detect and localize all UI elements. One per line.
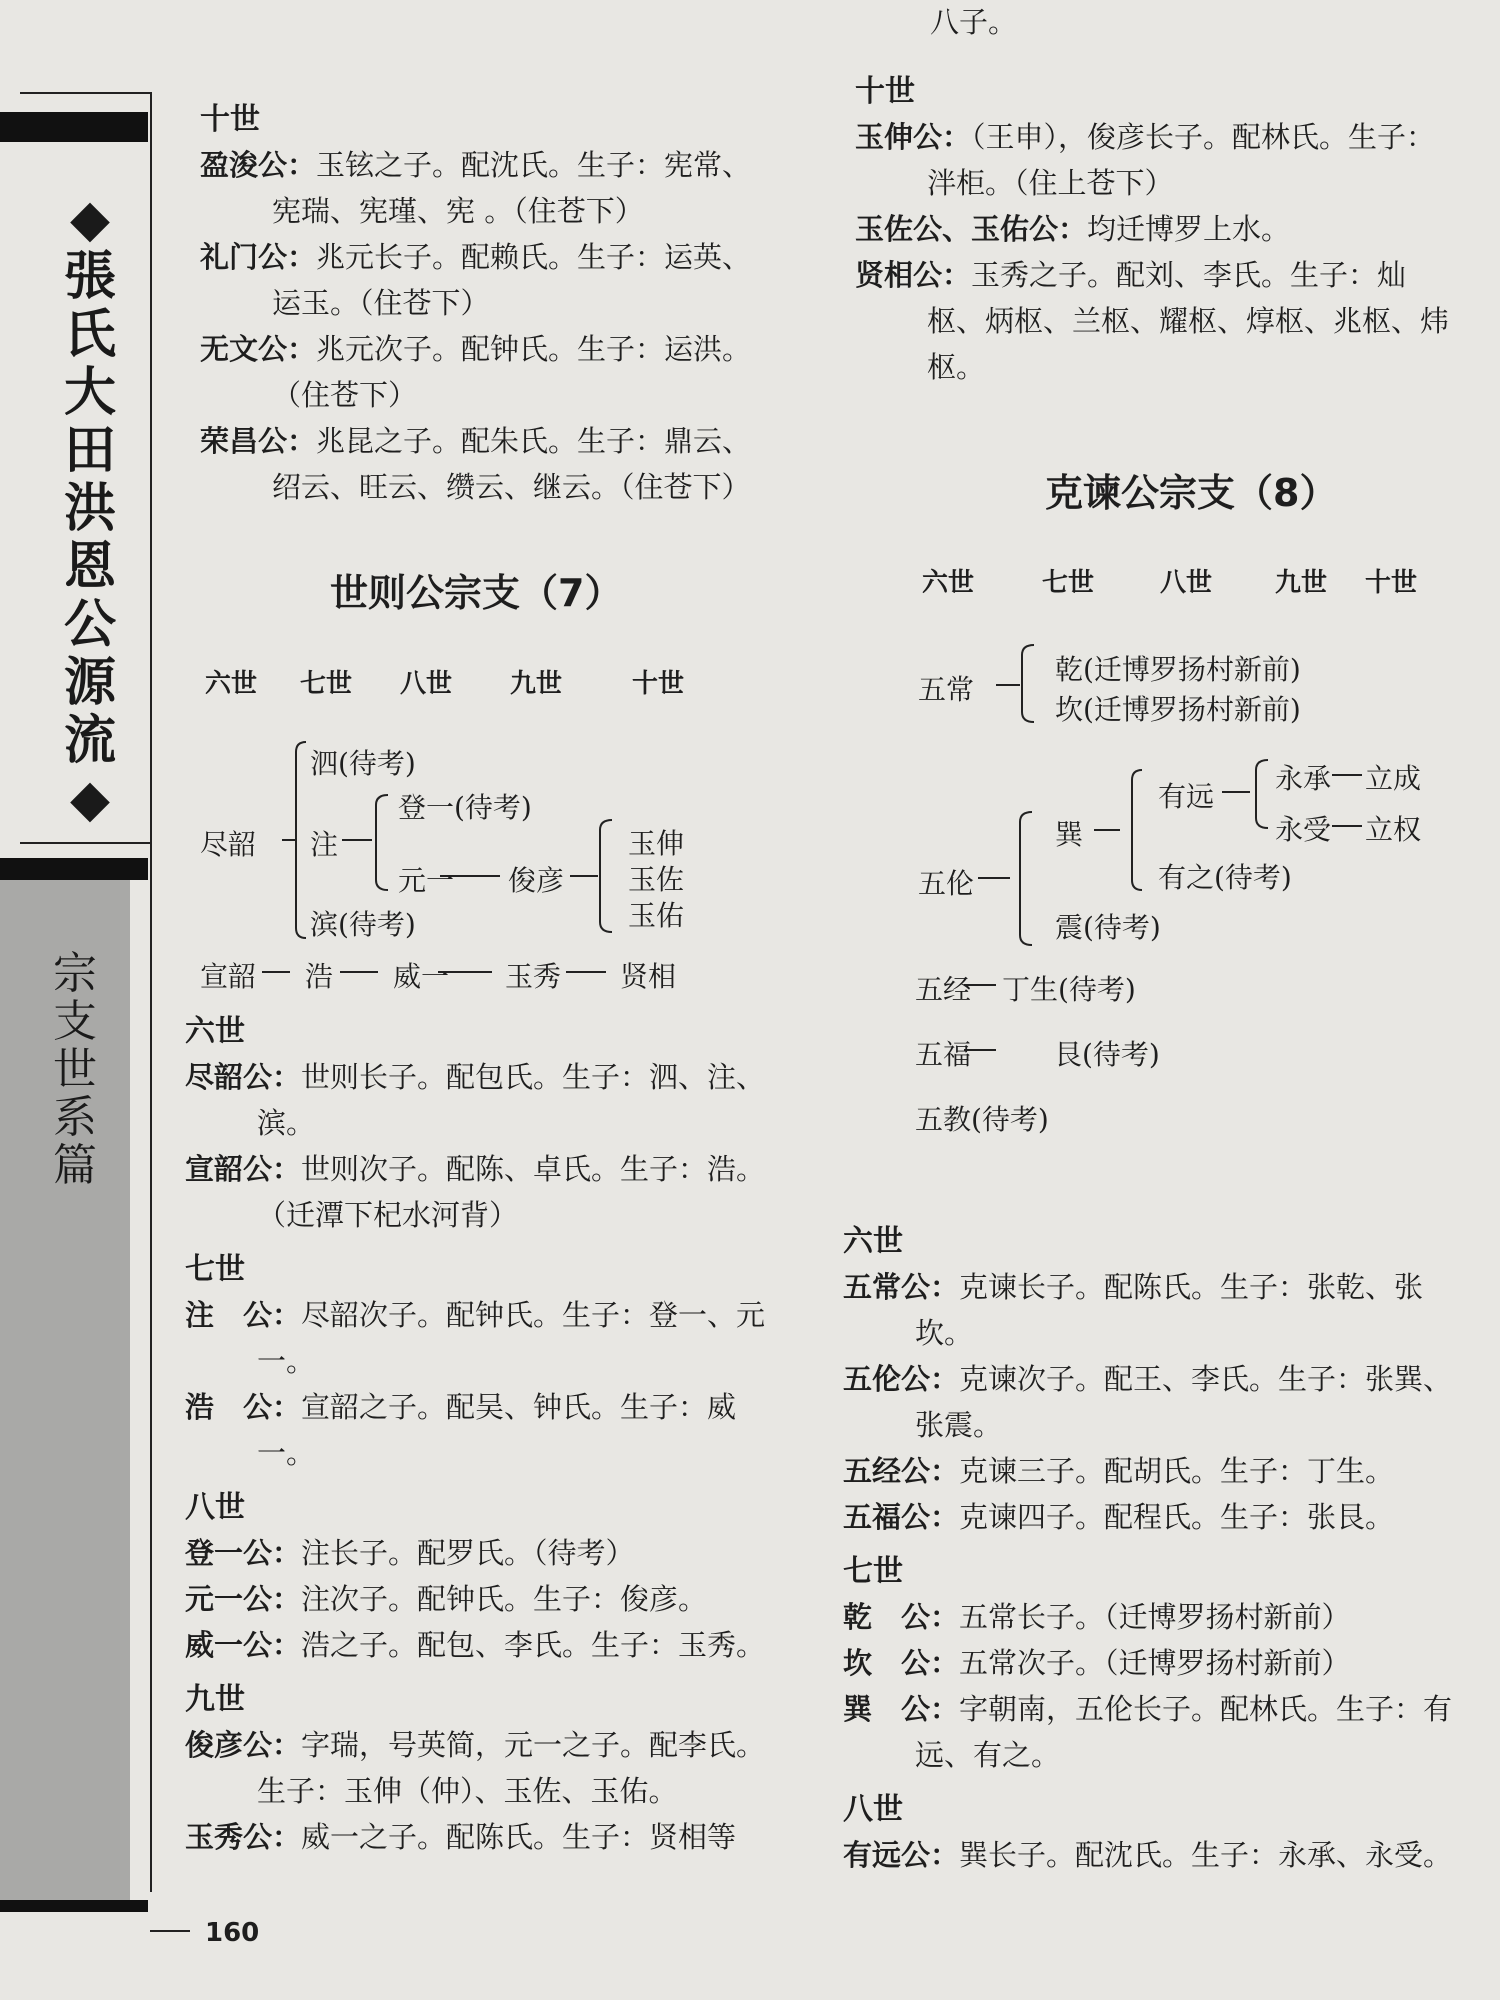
node: 尽韶 (200, 828, 257, 861)
generation-heading: 十世 (200, 102, 260, 137)
gen-label: 八世 (400, 669, 453, 699)
node: 注 (310, 828, 339, 861)
person-entry: 元一公：注次子。配钟氏。生子：俊彦。 (185, 1582, 708, 1616)
generation-heading: 十世 (855, 74, 915, 109)
node: 五福 (915, 1038, 972, 1071)
person-entry: 玉佐公、玉佑公：均迁博罗上水。 (855, 212, 1291, 246)
chapter-title-vertical: 宗 支 世 系 篇 (53, 948, 97, 1191)
right-lower-block (843, 1210, 1453, 1878)
generation-heading: 八世 (185, 1490, 245, 1525)
node: 震(待考) (1055, 911, 1161, 944)
person-entry: 浩 公：宣韶之子。配吴、钟氏。生子：威一。 (185, 1390, 737, 1470)
section-title: 克谏公宗支（8） (1045, 471, 1338, 515)
bottom-left-bar (0, 1900, 148, 1912)
person-entry: 宣韶公：世则次子。配陈、卓氏。生子：浩。（迁潭下杞水河背） (185, 1152, 766, 1232)
node: 五常 (918, 673, 975, 706)
node: 浩 (305, 960, 334, 993)
book-title-vertical: ◆ 張 氏 大 田 洪 恩 公 源 流 ◆ (63, 189, 116, 829)
generation-heading: 八世 (843, 1792, 903, 1827)
gen-label: 七世 (300, 669, 353, 699)
person-entry: 玉伸公：（王申），俊彦长子。配林氏。生子：泮柜。（住上苍下） (855, 120, 1436, 200)
person-entry: 盈浚公：玉铉之子。配沈氏。生子：宪常、宪瑞、宪瑾、宪 。（住苍下） (200, 148, 752, 228)
generation-heading: 七世 (185, 1252, 245, 1287)
person-entry: 玉秀公：威一之子。配陈氏。生子：贤相等 (185, 1820, 737, 1854)
person-entry: 贤相公：玉秀之子。配刘、李氏。生子：灿枢、炳枢、兰枢、耀枢、焞枢、兆枢、炜枢。 (855, 258, 1450, 384)
node: 艮(待考) (1054, 1038, 1160, 1071)
node: 泗(待考) (310, 747, 416, 780)
person-entry: 有远公：巽长子。配沈氏。生子：永承、永受。 (843, 1838, 1453, 1872)
node: 元一 (398, 864, 455, 897)
gen-label: 九世 (1275, 568, 1328, 598)
person-entry: 威一公：浩之子。配包、李氏。生子：玉秀。 (185, 1628, 766, 1662)
gen-label: 十世 (632, 669, 685, 699)
person-entry: 礼门公：兆元长子。配赖氏。生子：运英、运玉。（住苍下） (200, 240, 752, 320)
person-entry: 五常公：克谏长子。配陈氏。生子：张乾、张坎。 (843, 1270, 1424, 1350)
person-entry: 荣昌公：兆昆之子。配朱氏。生子：鼎云、绍云、旺云、缵云、继云。（住苍下） (200, 424, 752, 504)
node: 坎(迁博罗扬村新前) (1055, 693, 1301, 726)
top-fragment: 八子。 (930, 5, 1018, 39)
gen-label: 八世 (1160, 568, 1213, 598)
person-entry: 坎 公：五常次子。（迁博罗扬村新前） (843, 1646, 1351, 1680)
node: 立成 (1365, 762, 1422, 795)
person-entry: 俊彦公：字瑞，号英简，元一之子。配李氏。生子：玉伸（仲）、玉佐、玉佑。 (185, 1728, 766, 1808)
node: 威一 (393, 960, 450, 993)
node: 五经 (915, 973, 972, 1006)
node: 乾(迁博罗扬村新前) (1055, 653, 1301, 686)
node: 立权 (1365, 813, 1422, 846)
generation-heading: 九世 (185, 1682, 245, 1717)
person-entry: 注 公：尽韶次子。配钟氏。生子：登一、元一。 (185, 1298, 766, 1378)
gen-label: 六世 (205, 669, 258, 699)
person-entry: 登一公：注长子。配罗氏。（待考） (185, 1536, 635, 1570)
person-entry: 五福公：克谏四子。配程氏。生子：张艮。 (843, 1500, 1395, 1534)
node: 贤相 (620, 960, 677, 993)
node: 登一(待考) (398, 791, 532, 824)
node: 玉佑 (628, 899, 685, 932)
node: 宣韶 (200, 960, 257, 993)
page-number: 160 (205, 1918, 260, 1948)
generation-heading: 七世 (843, 1554, 903, 1589)
node: 五伦 (918, 867, 975, 900)
gen-label: 九世 (510, 669, 563, 699)
gen-label: 七世 (1042, 568, 1095, 598)
node: 丁生(待考) (1002, 973, 1136, 1006)
node: 玉佐 (628, 863, 685, 896)
person-entry: 五经公：克谏三子。配胡氏。生子：丁生。 (843, 1454, 1395, 1488)
node: 玉秀 (505, 960, 562, 993)
section-title: 世则公宗支（7） (330, 571, 623, 615)
node: 有远 (1158, 780, 1215, 813)
generation-heading: 六世 (843, 1224, 903, 1259)
generation-heading: 六世 (185, 1014, 245, 1049)
bottom-rule (150, 1930, 190, 1932)
node: 滨(待考) (310, 908, 416, 941)
person-entry: 巽 公：字朝南，五伦长子。配林氏。生子：有远、有之。 (843, 1692, 1453, 1772)
node: 俊彦 (508, 864, 565, 897)
gen-label: 十世 (1365, 568, 1418, 598)
node: 玉伸 (628, 827, 685, 860)
person-entry: 尽韶公：世则长子。配包氏。生子：泗、注、滨。 (185, 1060, 766, 1140)
gen-label: 六世 (922, 568, 975, 598)
node: 巽 (1055, 818, 1084, 851)
node: 有之(待考) (1158, 861, 1292, 894)
node: 五教(待考) (915, 1103, 1049, 1136)
node: 永承 (1275, 762, 1332, 795)
person-entry: 五伦公：克谏次子。配王、李氏。生子：张巽、张震。 (843, 1362, 1453, 1442)
person-entry: 乾 公：五常长子。（迁博罗扬村新前） (843, 1600, 1351, 1634)
node: 永受 (1275, 813, 1332, 846)
person-entry: 无文公：兆元次子。配钟氏。生子：运洪。（住苍下） (200, 332, 752, 412)
